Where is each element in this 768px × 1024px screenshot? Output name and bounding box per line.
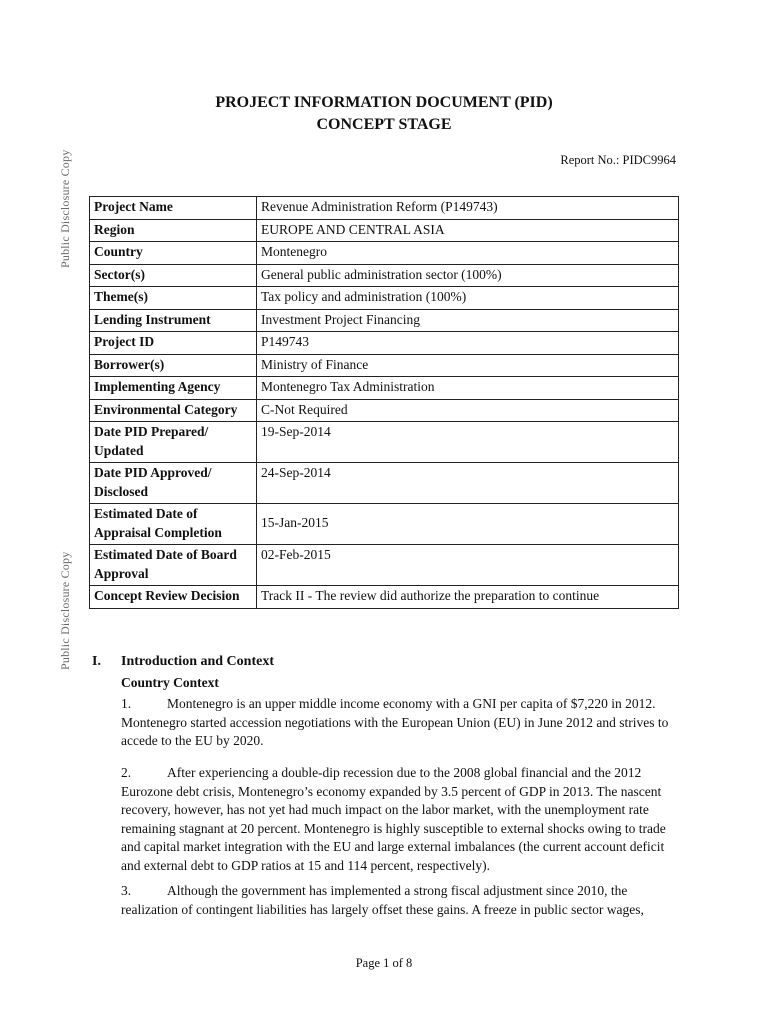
row-key: Region [90, 219, 257, 242]
document-title: PROJECT INFORMATION DOCUMENT (PID) [215, 94, 553, 111]
row-value: Montenegro Tax Administration [257, 377, 679, 400]
table-row [90, 586, 679, 609]
row-value: 15-Jan-2015 [257, 504, 679, 545]
row-key: Country [90, 242, 257, 265]
row-value: 02-Feb-2015 [257, 545, 679, 586]
public-disclosure-label-bottom: Public Disclosure Copy [58, 551, 72, 670]
table-row [90, 399, 679, 422]
paragraph [121, 695, 686, 751]
paragraph [121, 882, 686, 919]
row-key: Borrower(s) [90, 354, 257, 377]
row-value: Track II - The review did authorize the preparation to continue [257, 586, 679, 609]
paragraph-number: 1. [121, 696, 132, 711]
row-key: Lending Instrument [90, 309, 257, 332]
row-value: Revenue Administration Reform (P149743) [257, 197, 679, 220]
row-value: Investment Project Financing [257, 309, 679, 332]
table-row [90, 197, 679, 220]
public-disclosure-label-top: Public Disclosure Copy [58, 149, 72, 268]
row-value: C-Not Required [257, 399, 679, 422]
page-number: Page 1 of 8 [355, 956, 413, 970]
row-key: Theme(s) [90, 287, 257, 310]
row-key: Implementing Agency [90, 377, 257, 400]
table-row [90, 422, 679, 463]
paragraph [121, 764, 686, 875]
section-number: I. [92, 654, 101, 669]
table-row [90, 354, 679, 377]
row-key: Project Name [90, 197, 257, 220]
row-key: Concept Review Decision [90, 586, 257, 609]
table-row [90, 377, 679, 400]
row-value: 19-Sep-2014 [257, 422, 679, 463]
row-value: 24-Sep-2014 [257, 463, 679, 504]
document-subtitle: CONCEPT STAGE [316, 116, 452, 133]
table-row [90, 545, 679, 586]
subsection-heading: Country Context [121, 675, 219, 690]
row-key: Environmental Category [90, 399, 257, 422]
table-row [90, 309, 679, 332]
section-title: Introduction and Context [121, 654, 274, 669]
table-row [90, 463, 679, 504]
report-number: Report No.: PIDC9964 [560, 153, 676, 167]
paragraph-text: Montenegro is an upper middle income economy with a GNI per capita of $7,220 in 2012. Montenegro started accession negotiations with the European Union (EU) in June 2012 and strives to accede to the EU by 2020. [121, 696, 669, 748]
paragraph-number: 2. [121, 765, 132, 780]
row-key: Estimated Date of Board Approval [90, 545, 257, 586]
row-key: Date PID Prepared/ Updated [90, 422, 257, 463]
row-value: General public administration sector (100%) [257, 264, 679, 287]
project-info-table [89, 196, 679, 609]
table-row [90, 219, 679, 242]
table-row [90, 504, 679, 545]
section-heading [92, 654, 274, 670]
table-row [90, 287, 679, 310]
row-value: Ministry of Finance [257, 354, 679, 377]
row-value: Tax policy and administration (100%) [257, 287, 679, 310]
row-key: Project ID [90, 332, 257, 355]
table-row [90, 332, 679, 355]
row-value: Montenegro [257, 242, 679, 265]
row-value: EUROPE AND CENTRAL ASIA [257, 219, 679, 242]
paragraph-text: After experiencing a double-dip recession due to the 2008 global financial and the 2012 Eurozone debt crisis, Montenegro’s economy expanded by 3.5 percent of GDP in 2013. The nascent recovery, however, has not yet had much impact on the labor market, with the unemployment rate remaining stagnant at 20 percent. Montenegro is highly susceptible to external shocks owing to trade and capital market integration with the EU and large external imbalances (the current account deficit and external debt to GDP ratios at 15 and 114 percent, respectively). [121, 765, 666, 873]
table-row [90, 264, 679, 287]
row-value: P149743 [257, 332, 679, 355]
paragraph-text: Although the government has implemented a strong fiscal adjustment since 2010, the realization of contingent liabilities has largely offset these gains. A freeze in public sector wages, [121, 883, 644, 917]
row-key: Sector(s) [90, 264, 257, 287]
paragraph-number: 3. [121, 883, 132, 898]
row-key: Estimated Date of Appraisal Completion [90, 504, 257, 545]
row-key: Date PID Approved/ Disclosed [90, 463, 257, 504]
table-row [90, 242, 679, 265]
